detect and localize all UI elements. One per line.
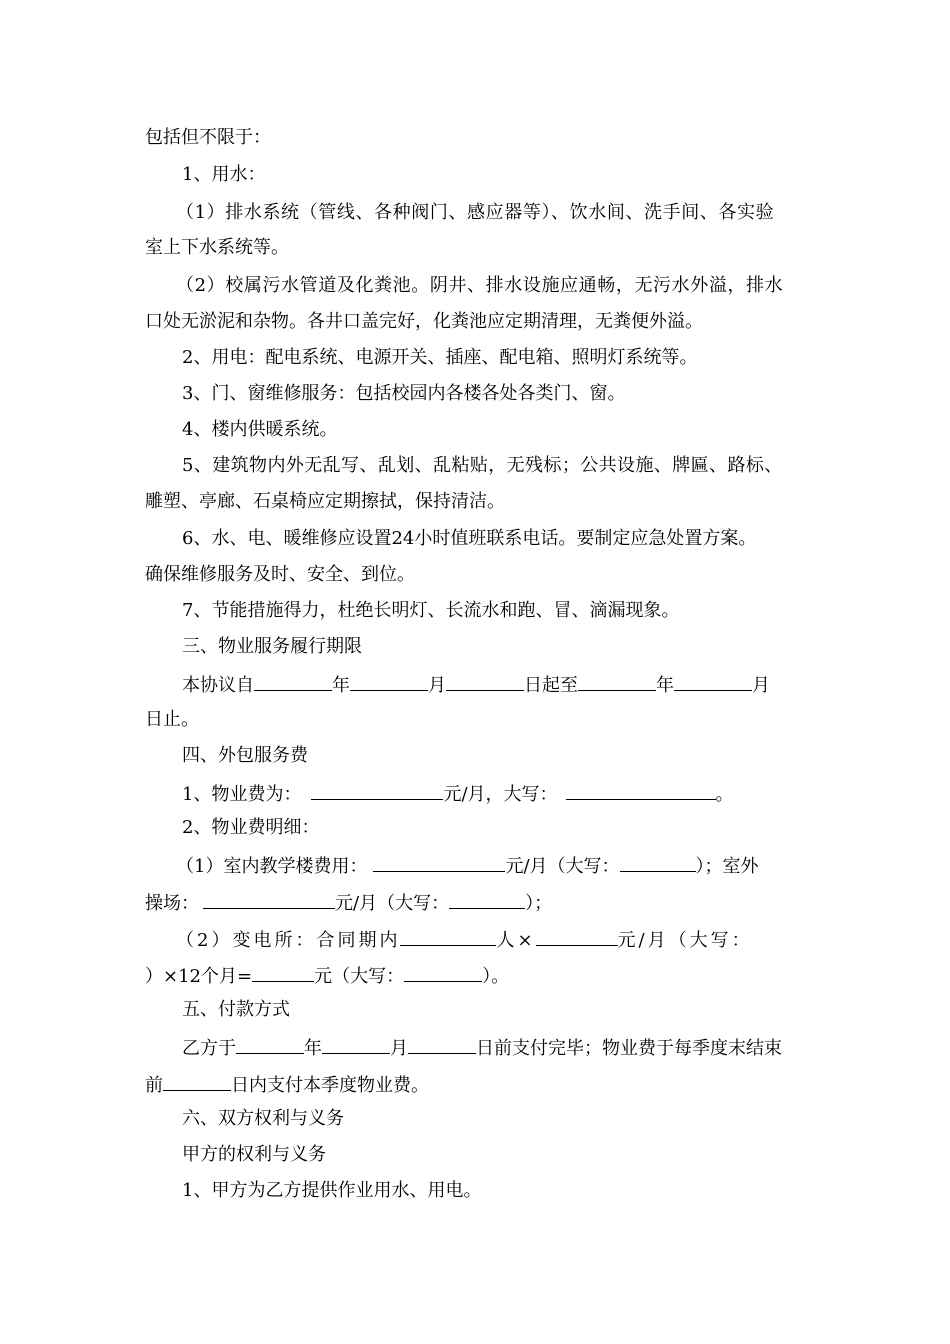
fee-detail-1-text-3: ）；室外 (695, 856, 759, 877)
section-6-heading: 六、双方权利与义务 (182, 1108, 344, 1129)
party-a-heading: 甲方的权利与义务 (182, 1144, 326, 1165)
item-5-line2: 雕塑、亭廊、石桌椅应定期擦拭，保持清洁。 (145, 491, 505, 512)
term-text-5: 年 (656, 675, 674, 696)
term-text-2: 年 (332, 675, 350, 696)
payment-line2 (145, 1072, 429, 1097)
payment-year-blank[interactable] (236, 1035, 304, 1054)
payment-month-blank[interactable] (322, 1035, 390, 1054)
indoor-fee-blank[interactable] (373, 853, 505, 872)
payment-days-blank[interactable] (163, 1072, 231, 1091)
fee-detail-1b-text-2: 元/月（大写： (335, 893, 450, 914)
water-item-1-line1: （1）排水系统（管线、各种阀门、感应器等）、饮水间、洗手间、各实验 (176, 202, 775, 223)
fee-detail-2-line2 (145, 963, 509, 988)
intro-text: 包括但不限于： (145, 127, 271, 148)
term-text-3: 月 (428, 675, 446, 696)
item-6-line1: 6、水、电、暖维修应设置24小时值班联系电话。要制定应急处置方案。 (182, 528, 757, 549)
section-5-heading: 五、付款方式 (182, 999, 290, 1020)
fee-detail-2-line1 (176, 927, 753, 952)
payment-b-text-1: 前 (145, 1075, 163, 1096)
fee-detail-1-text-2: 元/月（大写： (505, 856, 620, 877)
term-text-4: 日起至 (524, 675, 578, 696)
fee-detail-2-text-3: 元/月（大写： (617, 930, 753, 951)
term-end-year-blank[interactable] (578, 672, 656, 691)
fee-detail-1b-text-3: ）； (525, 893, 553, 914)
water-item-1-line2: 室上下水系统等。 (145, 237, 289, 258)
item-5-line1: 5、建筑物内外无乱写、乱划、乱粘贴，无残标；公共设施、牌匾、路标、 (182, 455, 783, 476)
fee-amount-blank[interactable] (311, 781, 443, 800)
term-text-1: 本协议自 (182, 675, 254, 696)
substation-people-blank[interactable] (400, 927, 496, 946)
item-2-electricity: 2、用电：配电系统、电源开关、插座、配电箱、照明灯系统等。 (182, 347, 698, 368)
payment-line1 (182, 1035, 782, 1060)
term-line1 (182, 672, 770, 697)
fee-detail-2-text-2: 人× (496, 930, 536, 951)
fee-detail-2b-text-2: 元（大写： (314, 966, 405, 987)
fee-detail-2-text-1: （2）变电所：合同期内 (176, 930, 401, 951)
water-item-2-line2: 口处无淤泥和杂物。各井口盖完好，化粪池应定期清理，无粪便外溢。 (145, 311, 703, 332)
fee-detail-heading: 2、物业费明细： (182, 817, 320, 838)
item-7-energy: 7、节能措施得力，杜绝长明灯、长流水和跑、冒、滴漏现象。 (182, 600, 680, 621)
water-heading: 1、用水： (182, 164, 266, 185)
playground-fee-words-blank[interactable] (449, 890, 525, 909)
item-4-heating: 4、楼内供暖系统。 (182, 419, 338, 440)
item-6-line2: 确保维修服务及时、安全、到位。 (145, 564, 415, 585)
fee-detail-2b-text-1: ）×12个月= (145, 966, 253, 987)
fee-detail-1b-text-1: 操场： (145, 893, 199, 914)
section-3-heading: 三、物业服务履行期限 (182, 636, 362, 657)
term-text-6: 月 (752, 675, 770, 696)
payment-text-4: 日前支付完毕；物业费于每季度末结束 (476, 1038, 782, 1059)
term-start-year-blank[interactable] (254, 672, 332, 691)
substation-rate-blank[interactable] (536, 927, 618, 946)
indoor-fee-words-blank[interactable] (620, 853, 696, 872)
payment-day-blank[interactable] (408, 1035, 476, 1054)
playground-fee-blank[interactable] (203, 890, 335, 909)
fee-text-2: 元/月，大写： (443, 784, 558, 805)
term-start-month-blank[interactable] (350, 672, 428, 691)
fee-detail-1-line1 (176, 853, 759, 878)
fee-line1 (182, 781, 734, 806)
term-start-day-blank[interactable] (446, 672, 524, 691)
payment-text-1: 乙方于 (182, 1038, 236, 1059)
substation-total-blank[interactable] (252, 963, 314, 982)
payment-text-2: 年 (304, 1038, 322, 1059)
fee-detail-2b-text-3: ）。 (482, 966, 510, 987)
payment-text-3: 月 (390, 1038, 408, 1059)
water-item-2-line1: （2）校属污水管道及化粪池。阴井、排水设施应通畅，无污水外溢，排水 (176, 275, 784, 296)
item-3-doors-windows: 3、门、窗维修服务：包括校园内各楼各处各类门、窗。 (182, 383, 626, 404)
term-line2: 日止。 (145, 709, 199, 730)
section-4-heading: 四、外包服务费 (182, 745, 308, 766)
party-a-item-1: 1、甲方为乙方提供作业用水、用电。 (182, 1180, 482, 1201)
payment-b-text-2: 日内支付本季度物业费。 (231, 1075, 429, 1096)
fee-detail-1-line2 (145, 890, 552, 915)
fee-detail-1-text-1: （1）室内教学楼费用： (176, 856, 368, 877)
substation-total-words-blank[interactable] (404, 963, 482, 982)
term-end-month-blank[interactable] (674, 672, 752, 691)
fee-text-1: 1、物业费为： (182, 784, 302, 805)
fee-text-3: 。 (715, 784, 734, 805)
fee-amount-words-blank[interactable] (566, 781, 716, 800)
